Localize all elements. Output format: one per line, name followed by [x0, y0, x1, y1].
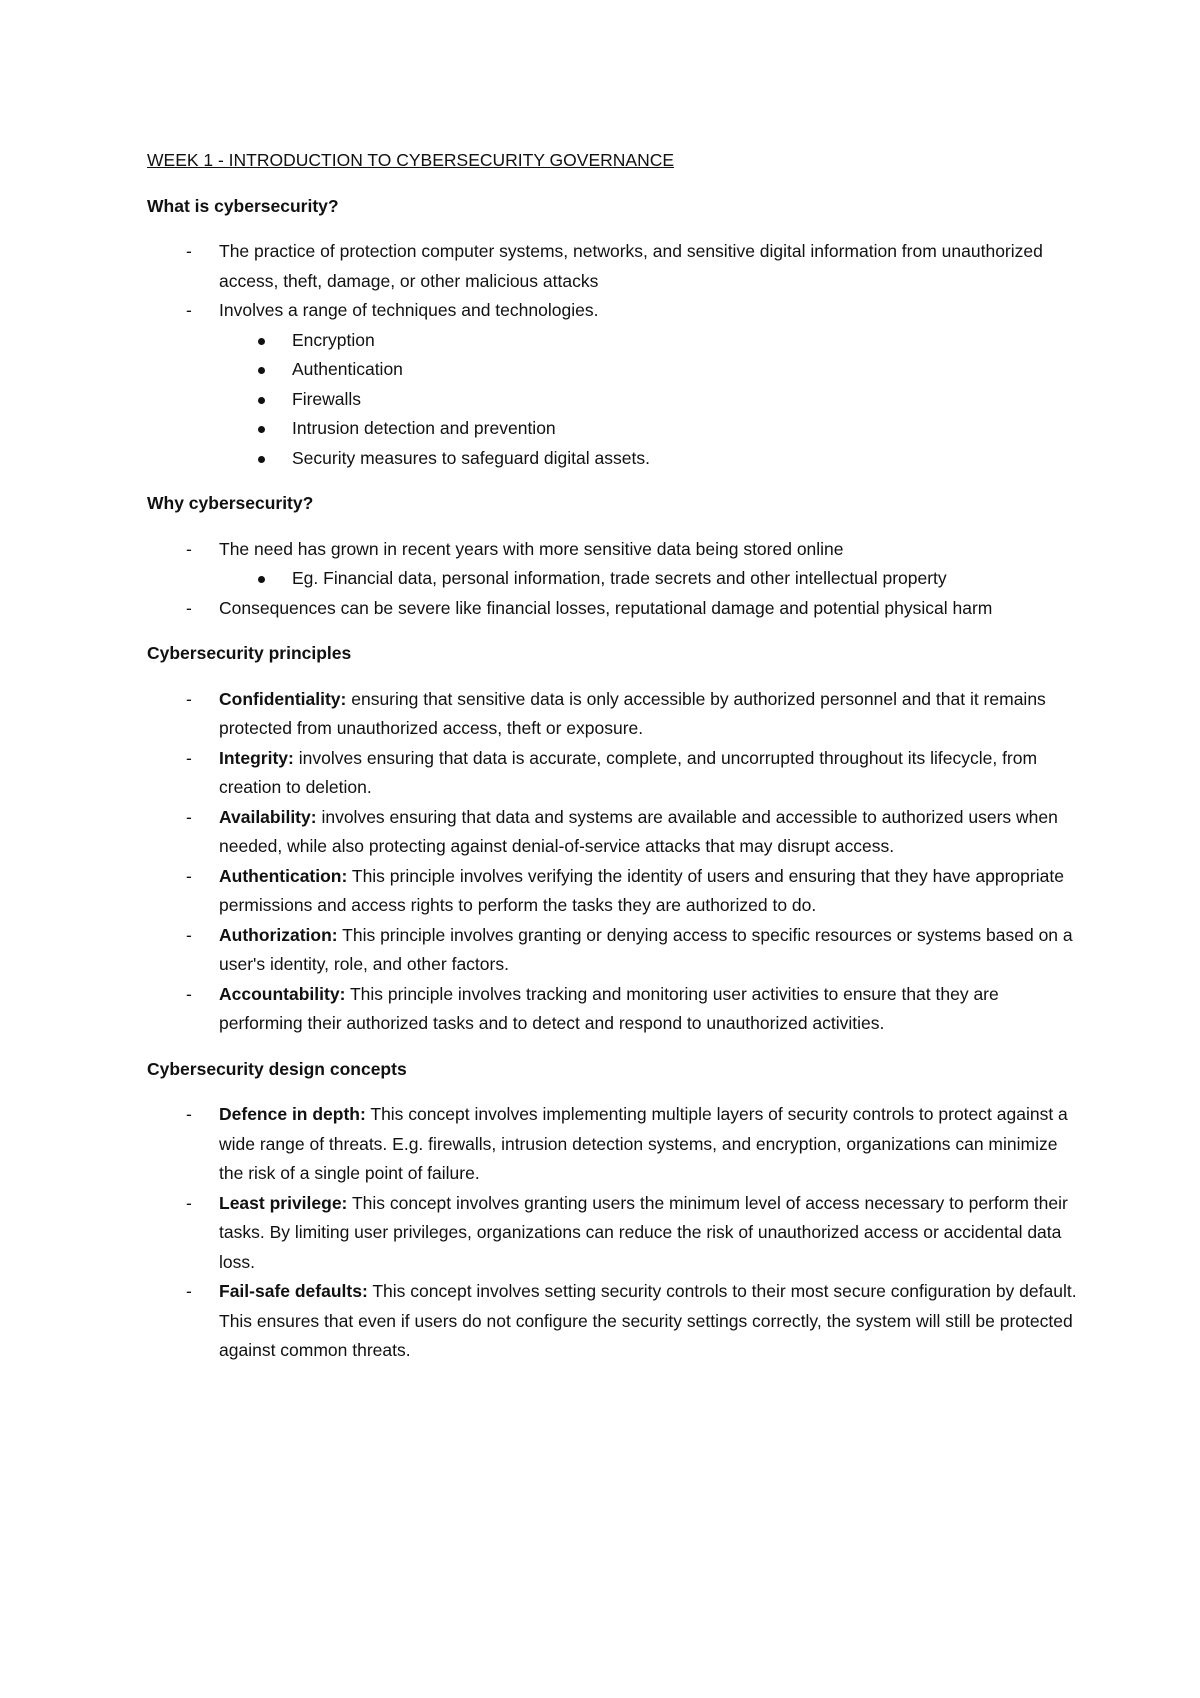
- list-item: [147, 237, 1077, 296]
- list-item: [147, 535, 1077, 594]
- bullet-item-text: Firewalls: [292, 388, 362, 409]
- bullet-item: [219, 444, 1077, 474]
- list-item: [147, 685, 1077, 744]
- section-heading-why: Why cybersecurity?: [147, 493, 314, 513]
- list-item: [147, 1277, 1077, 1366]
- design-list: [147, 1100, 1077, 1366]
- list-item-text: Involves a range of techniques and technologies.: [219, 300, 599, 320]
- list-item-text: This concept involves granting users the minimum level of access necessary to perform their tasks. By limiting user privileges, organizations can reduce the risk of unauthorized access or accidental data loss.: [219, 1192, 1068, 1272]
- section-heading-design: Cybersecurity design concepts: [147, 1058, 407, 1079]
- dash-marker: -: [186, 597, 192, 618]
- bullet-item: [219, 414, 1077, 444]
- bullet-item: [219, 355, 1077, 385]
- list-item-text: The need has grown in recent years with more sensitive data being stored online: [219, 538, 844, 559]
- list-item-text: This concept involves setting security controls to their most secure configuration by default. This ensures that even if users do not configure the security settings correctly, the system will still be protected against common threats.: [219, 1281, 1077, 1360]
- list-item: [147, 1100, 1077, 1189]
- term-label: Authorization:: [219, 924, 338, 945]
- list-item-text: involves ensuring that data is accurate, complete, and uncorrupted throughout its lifecycle, from creation to deletion.: [219, 747, 1038, 797]
- term-label: Integrity:: [219, 747, 294, 768]
- dash-marker: -: [186, 1281, 192, 1301]
- dash-marker: -: [186, 538, 192, 559]
- term-label: Availability:: [219, 806, 317, 827]
- bullet-icon: [258, 426, 265, 433]
- technique-list: [219, 326, 1077, 474]
- bullet-item-text: Security measures to safeguard digital assets.: [292, 447, 650, 468]
- list-item-text: This concept involves implementing multiple layers of security controls to protect against a wide range of threats. E.g. firewalls, intrusion detection systems, and encryption, organizations can minimize the risk of a single point of failure.: [219, 1104, 1068, 1183]
- list-item-text: Consequences can be severe like financial losses, reputational damage and potential physical harm: [219, 597, 993, 618]
- list-item-text: The practice of protection computer systems, networks, and sensitive digital information from unauthorized access, theft, damage, or other malicious attacks: [219, 241, 1043, 291]
- list-item: [147, 1189, 1077, 1278]
- list-item: [147, 594, 1077, 624]
- bullet-item-text: Eg. Financial data, personal information, trade secrets and other intellectual property: [292, 568, 947, 588]
- term-label: Accountability:: [219, 983, 346, 1004]
- bullet-icon: [258, 338, 265, 345]
- bullet-item-text: Encryption: [292, 329, 375, 350]
- dash-marker: -: [186, 241, 192, 261]
- list-item-text: This principle involves granting or denying access to specific resources or systems based on a user's identity, role, and other factors.: [219, 924, 1073, 974]
- list-item: [147, 744, 1077, 803]
- term-label: Confidentiality:: [219, 688, 347, 709]
- why-list: [147, 535, 1077, 624]
- term-label: Authentication:: [219, 865, 348, 886]
- list-item: [147, 803, 1077, 862]
- list-item-text: involves ensuring that data and systems are available and accessible to authorized users when needed, while also protecting against denial-of-service attacks that may disrupt access.: [219, 806, 1058, 856]
- document-title: WEEK 1 - INTRODUCTION TO CYBERSECURITY GOVERNANCE: [147, 150, 675, 170]
- dash-marker: -: [186, 747, 192, 768]
- dash-marker: -: [186, 983, 192, 1004]
- list-item: [147, 296, 1077, 473]
- dash-marker: -: [186, 1104, 192, 1124]
- what-list: [147, 237, 1077, 473]
- principles-list: [147, 685, 1077, 1039]
- dash-marker: -: [186, 688, 192, 709]
- section-heading-principles: Cybersecurity principles: [147, 643, 352, 663]
- example-list: [219, 564, 1077, 594]
- bullet-item-text: Authentication: [292, 359, 403, 379]
- bullet-icon: [258, 397, 265, 404]
- term-label: Defence in depth:: [219, 1104, 366, 1124]
- bullet-icon: [258, 456, 265, 463]
- bullet-item: [219, 326, 1077, 356]
- list-item-text: ensuring that sensitive data is only accessible by authorized personnel and that it remains protected from unauthorized access, theft or exposure.: [219, 688, 1046, 738]
- dash-marker: -: [186, 865, 192, 886]
- dash-marker: -: [186, 806, 192, 827]
- bullet-item: [219, 564, 1077, 594]
- bullet-item: [219, 385, 1077, 415]
- term-label: Fail-safe defaults:: [219, 1281, 368, 1301]
- dash-marker: -: [186, 300, 192, 320]
- bullet-icon: [258, 367, 265, 374]
- list-item: [147, 921, 1077, 980]
- dash-marker: -: [186, 1192, 192, 1213]
- bullet-icon: [258, 576, 265, 583]
- section-heading-what: What is cybersecurity?: [147, 195, 339, 216]
- document-body: [147, 146, 1077, 1382]
- dash-marker: -: [186, 924, 192, 945]
- bullet-item-text: Intrusion detection and prevention: [292, 418, 556, 438]
- list-item-text: This principle involves tracking and monitoring user activities to ensure that they are performing their authorized tasks and to detect and respond to unauthorized activities.: [219, 983, 999, 1033]
- term-label: Least privilege:: [219, 1192, 348, 1213]
- list-item: [147, 862, 1077, 921]
- list-item: [147, 980, 1077, 1039]
- list-item-text: This principle involves verifying the identity of users and ensuring that they have appropriate permissions and access rights to perform the tasks they are authorized to do.: [219, 865, 1064, 915]
